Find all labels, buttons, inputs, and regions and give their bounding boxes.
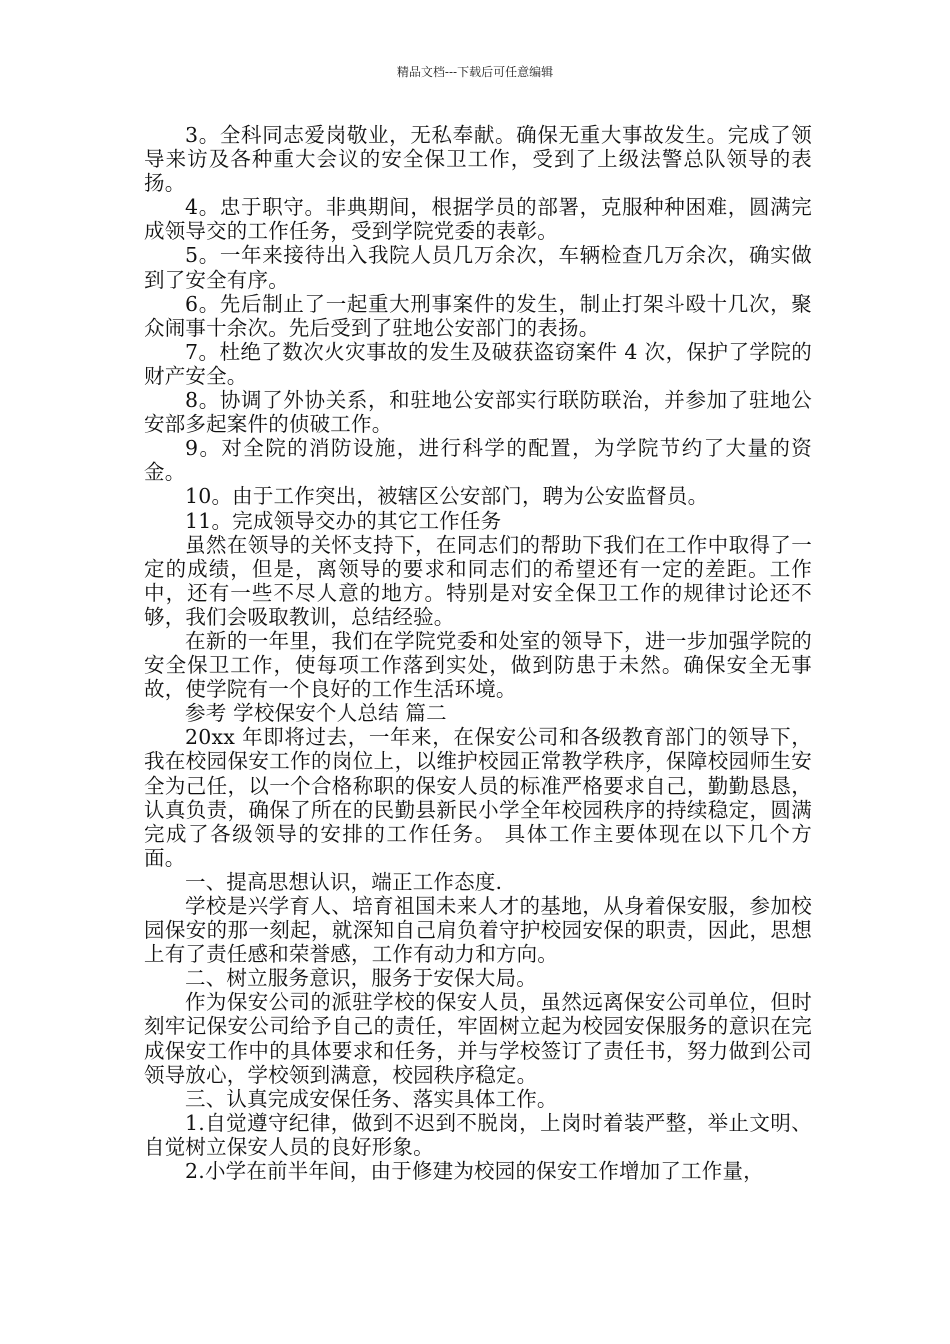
section-heading: 二、树立服务意识，服务于安保大局。 [185, 966, 537, 991]
paragraph: 在新的一年里，我们在学院党委和处室的领导下，进一步加强学院的安全保卫工作，使每项工作落到实处，做到防患于未然。确保安全无事故，使学院有一个良好的工作生活环境。 [144, 628, 812, 702]
paragraph: 2.小学在前半年间，由于修建为校园的保安工作增加了工作量， [185, 1159, 764, 1184]
paragraph: 9。对全院的消防设施，进行科学的配置，为学院节约了大量的资金。 [144, 436, 812, 485]
paragraph: 1.自觉遵守纪律，做到不迟到不脱岗，上岗时着装严整，举止文明、自觉树立保安人员的良好形象。 [144, 1110, 812, 1159]
paragraph: 5。一年来接待出入我院人员几万余次，车辆检查几万余次，确实做到了安全有序。 [144, 243, 812, 292]
paragraph: 11。完成领导交办的其它工作任务 [185, 508, 502, 533]
paragraph: 6。先后制止了一起重大刑事案件的发生，制止打架斗殴十几次，聚众闹事十余次。先后受到了驻地公安部门的表扬。 [144, 291, 812, 340]
paragraph: 7。杜绝了数次火灾事故的发生及破获盗窃案件 4 次，保护了学院的财产安全。 [144, 339, 812, 388]
paragraph: 学校是兴学育人、培育祖国未来人才的基地，从身着保安服，参加校园保安的那一刻起，就深知自己肩负着守护校园安保的职责，因此，思想上有了责任感和荣誉感，工作有动力和方向。 [144, 894, 812, 967]
document-body [144, 123, 812, 1183]
section-heading: 参考 学校保安个人总结 篇二 [185, 701, 447, 726]
page-header: 精品文档---下载后可任意编辑 [396, 65, 554, 79]
section-heading: 三、认真完成安保任务、落实具体工作。 [185, 1086, 558, 1111]
paragraph: 3。全科同志爱岗敬业，无私奉献。确保无重大事故发生。完成了领导来访及各种重大会议的安全保卫工作，受到了上级法警总队领导的表扬。 [144, 123, 812, 196]
section-heading: 一、提高思想认识，端正工作态度. [185, 869, 503, 894]
paragraph: 20xx 年即将过去，一年来，在保安公司和各级教育部门的领导下，我在校园保安工作的岗位上，以维护校园正常教学秩序，保障校园师生安全为己任，以一个合格称职的保安人员的标准严格要求自己，勤勤恳恳，认真负责，确保了所在的民勤县新民小学全年校园秩序的持续稳定，圆满完成了各级领导的安排的工作任务。 具体工作主要体现在以下几个方面。 [144, 725, 812, 870]
paragraph: 4。忠于职守。非典期间，根据学员的部署，克服种种困难，圆满完成领导交的工作任务，受到学院党委的表彰。 [144, 195, 812, 244]
paragraph: 10。由于工作突出，被辖区公安部门，聘为公安监督员。 [185, 484, 709, 509]
paragraph: 8。协调了外协关系，和驻地公安部实行联防联治，并参加了驻地公安部多起案件的侦破工作。 [144, 388, 812, 437]
paragraph: 虽然在领导的关怀支持下，在同志们的帮助下我们在工作中取得了一定的成绩，但是，离领导的要求和同志们的希望还有一定的差距。工作中，还有一些不尽人意的地方。特别是对安全保卫工作的规律讨论还不够，我们会吸取教训，总结经验。 [144, 532, 812, 629]
paragraph: 作为保安公司的派驻学校的保安人员，虽然远离保安公司单位，但时刻牢记保安公司给予自己的责任，牢固树立起为校园安保服务的意识在完成保安工作中的具体要求和任务，并与学校签订了责任书，努力做到公司领导放心，学校领到满意，校园秩序稳定。 [144, 990, 812, 1087]
